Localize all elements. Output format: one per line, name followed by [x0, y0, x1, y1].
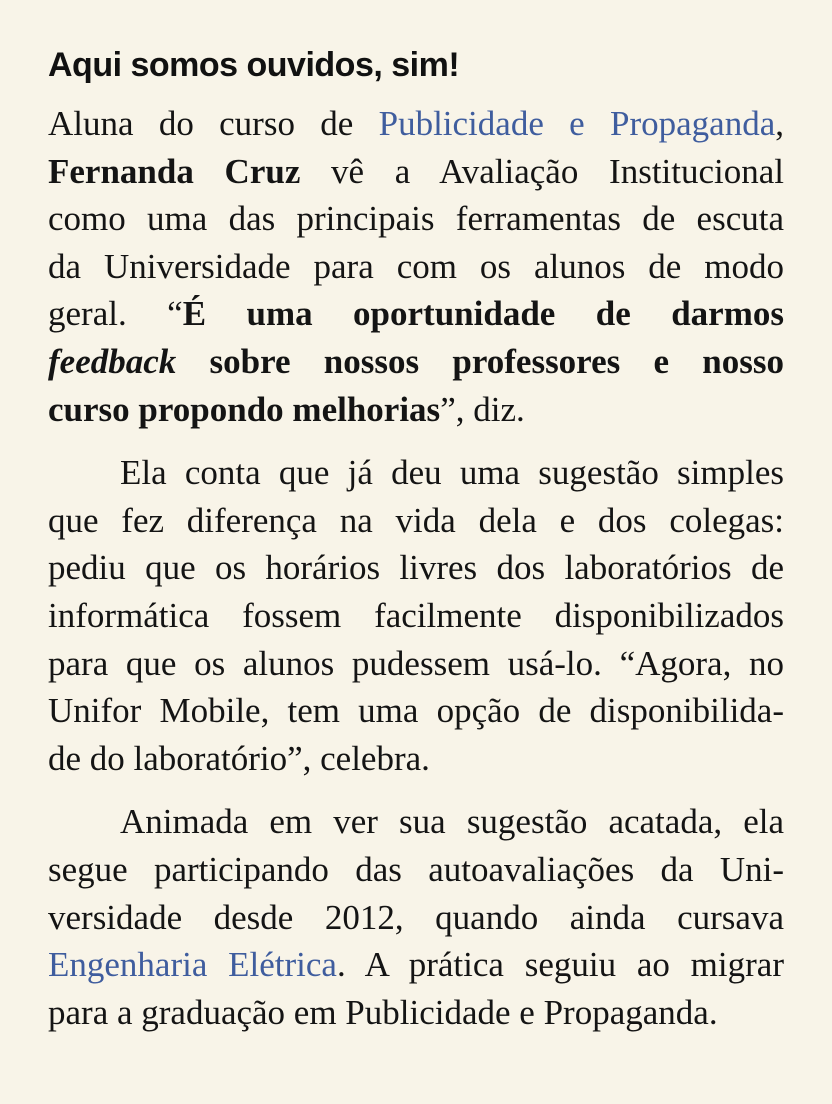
text-line — [48, 894, 784, 942]
text-segment: Animada em ver sua sugestão acatada, ela — [120, 802, 784, 842]
text-segment: de do laboratório”, celebra. — [48, 738, 430, 778]
text-segment: Ela conta que já deu uma sugestão simples — [120, 453, 784, 493]
text-segment: É uma oportunidade de darmos — [182, 294, 784, 334]
text-line — [48, 640, 784, 688]
text-segment: Aluna do curso de — [48, 104, 379, 143]
text-line — [48, 592, 784, 640]
text-segment: ”, diz. — [440, 389, 525, 429]
text-line — [48, 941, 784, 989]
text-segment: como uma das principais ferramentas de escuta — [48, 199, 784, 239]
article-body — [48, 100, 784, 1052]
text-segment: vê a Avaliação Institucional — [300, 151, 785, 191]
text-line — [48, 243, 784, 291]
text-segment: segue participando das autoavaliações da Uni- — [48, 849, 784, 889]
text-line — [48, 386, 784, 434]
paragraph — [48, 449, 784, 782]
text-line — [48, 195, 784, 243]
text-segment: feedback — [48, 341, 177, 381]
text-segment: Fernanda Cruz — [48, 151, 301, 191]
text-segment: informática fossem facilmente disponibilizados — [48, 595, 784, 635]
course-link[interactable]: Engenharia Elétrica — [48, 945, 337, 985]
text-segment: . A prática seguiu ao migrar — [336, 945, 784, 985]
text-line — [48, 497, 784, 545]
paragraph — [48, 100, 784, 433]
text-line — [48, 544, 784, 592]
text-segment: , — [775, 104, 784, 143]
text-segment: para a graduação em Publicidade e Propaganda. — [48, 992, 718, 1032]
text-line — [48, 798, 784, 846]
text-line — [48, 148, 784, 196]
text-segment: para que os alunos pudessem usá-lo. “Agora, no — [48, 643, 784, 683]
text-line — [48, 290, 784, 338]
article-title: Aqui somos ouvidos, sim! — [48, 46, 460, 84]
text-segment: da Universidade para com os alunos de modo — [48, 246, 784, 286]
text-line — [48, 687, 784, 735]
text-line — [48, 989, 784, 1037]
text-segment: Unifor Mobile, tem uma opção de disponibilida- — [48, 691, 784, 731]
text-segment: versidade desde 2012, quando ainda cursava — [48, 897, 784, 937]
text-line — [48, 100, 784, 148]
text-segment: pediu que os horários livres dos laboratórios de — [48, 548, 784, 588]
text-line — [48, 846, 784, 894]
text-segment: curso propondo melhorias — [48, 389, 441, 429]
text-line — [48, 338, 784, 386]
text-segment: sobre nossos professores e nosso — [176, 341, 784, 381]
text-line — [48, 449, 784, 497]
text-segment: geral. “ — [48, 294, 183, 334]
text-line — [48, 735, 784, 783]
course-link[interactable]: Publicidade e Propaganda — [378, 104, 776, 143]
text-segment: que fez diferença na vida dela e dos colegas: — [48, 500, 784, 540]
paragraph — [48, 798, 784, 1036]
